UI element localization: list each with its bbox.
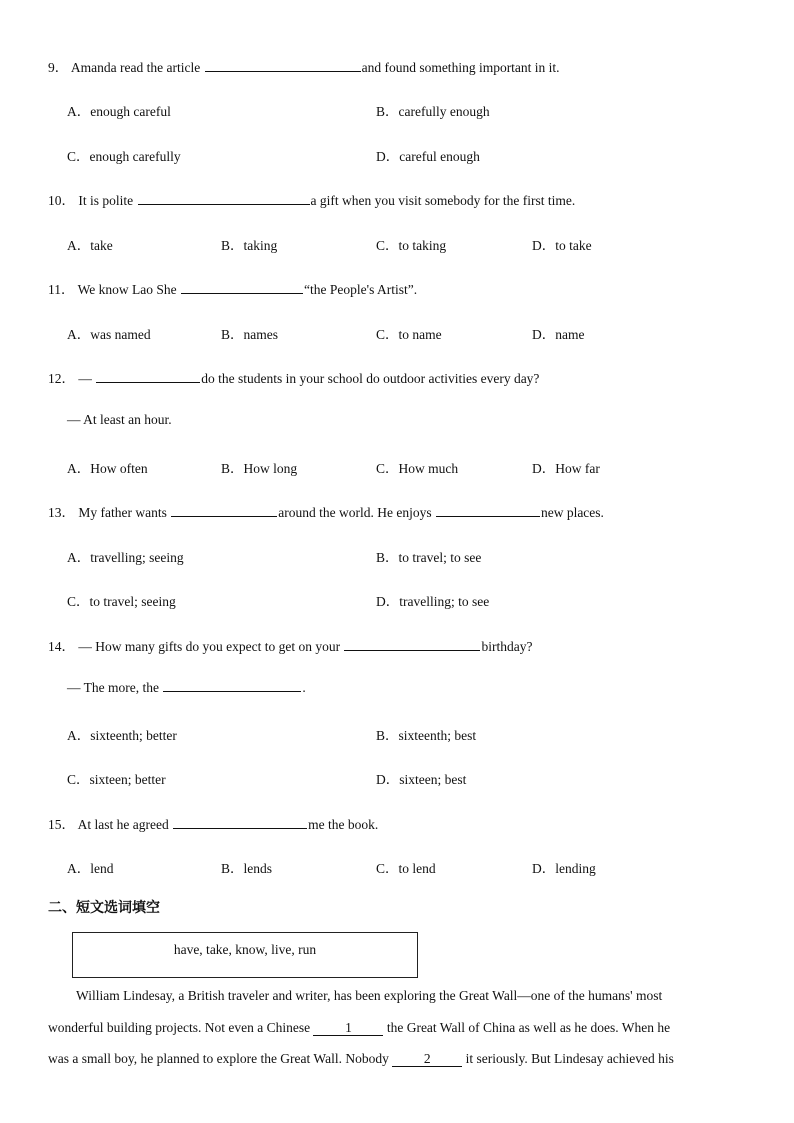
option-a[interactable]: A．travelling; seeing xyxy=(67,550,184,565)
question-text: At last he agreed xyxy=(77,817,169,832)
question-number: 10． xyxy=(48,193,75,208)
option-b[interactable]: B．taking xyxy=(221,238,278,253)
question-12 xyxy=(48,367,539,387)
passage-line xyxy=(48,1051,738,1067)
question-text: Amanda read the article xyxy=(70,60,201,75)
question-text: It is polite xyxy=(78,193,134,208)
option-b[interactable]: B．to travel; to see xyxy=(376,550,482,565)
question-text: and found something important in it. xyxy=(361,60,560,75)
option-a[interactable]: A．take xyxy=(67,238,113,253)
question-text: — How many gifts do you expect to get on your xyxy=(78,639,341,654)
answer-blank[interactable] xyxy=(96,370,200,383)
option-d[interactable]: D．travelling; to see xyxy=(376,594,490,609)
dialogue-end: . xyxy=(302,680,306,695)
answer-blank[interactable] xyxy=(171,504,277,517)
question-text: around the world. He enjoys xyxy=(278,505,432,520)
dialogue-answer xyxy=(67,679,306,696)
question-13 xyxy=(48,501,604,521)
option-d[interactable]: D．to take xyxy=(532,238,592,253)
question-text: “the People's Artist”. xyxy=(304,282,418,297)
option-c[interactable]: C．sixteen; better xyxy=(67,772,166,787)
option-c[interactable]: C．enough carefully xyxy=(67,149,181,164)
option-a[interactable]: A．lend xyxy=(67,861,114,876)
question-text: My father wants xyxy=(78,505,167,520)
option-c[interactable]: C．to travel; seeing xyxy=(67,594,176,609)
option-d[interactable]: D．lending xyxy=(532,861,596,876)
option-c[interactable]: C．How much xyxy=(376,461,459,476)
dialogue-answer: — At least an hour. xyxy=(67,412,172,427)
answer-blank[interactable] xyxy=(163,679,301,692)
option-b[interactable]: B．How long xyxy=(221,461,298,476)
answer-blank[interactable] xyxy=(173,816,307,829)
dialogue-text: — The more, the xyxy=(67,680,159,695)
passage-text: the Great Wall of China as well as he does. When he xyxy=(386,1020,671,1035)
word-bank-box xyxy=(72,932,418,978)
option-d[interactable]: D．careful enough xyxy=(376,149,480,164)
question-10 xyxy=(48,189,575,209)
question-11 xyxy=(48,278,417,298)
question-text: We know Lao She xyxy=(77,282,177,297)
passage-line xyxy=(48,1020,738,1036)
answer-blank[interactable] xyxy=(436,504,540,517)
option-c[interactable]: C．to name xyxy=(376,327,442,342)
passage-gap-1[interactable]: 1 xyxy=(313,1021,383,1036)
option-b[interactable]: B．names xyxy=(221,327,278,342)
answer-blank[interactable] xyxy=(138,192,310,205)
question-text: new places. xyxy=(540,505,604,520)
option-a[interactable]: A．How often xyxy=(67,461,148,476)
question-number: 9． xyxy=(48,60,69,75)
answer-blank[interactable] xyxy=(205,59,361,72)
question-number: 13． xyxy=(48,505,75,520)
passage-text: wonderful building projects. Not even a Chinese xyxy=(48,1020,311,1035)
passage-text: was a small boy, he planned to explore the Great Wall. Nobody xyxy=(48,1051,389,1066)
option-a[interactable]: A．sixteenth; better xyxy=(67,728,177,743)
question-number: 15． xyxy=(48,817,75,832)
option-d[interactable]: D．name xyxy=(532,327,585,342)
question-text: do the students in your school do outdoor activities every day? xyxy=(201,371,540,386)
option-d[interactable]: D．How far xyxy=(532,461,600,476)
passage-line: William Lindesay, a British traveler and writer, has been exploring the Great Wall—one of the humans' most xyxy=(76,988,663,1003)
question-text: me the book. xyxy=(308,817,379,832)
question-number: 14． xyxy=(48,639,75,654)
question-14 xyxy=(48,635,532,655)
option-b[interactable]: B．lends xyxy=(221,861,273,876)
option-a[interactable]: A．was named xyxy=(67,327,151,342)
option-b[interactable]: B．carefully enough xyxy=(376,104,490,119)
question-number: 12． xyxy=(48,371,75,386)
section-title: 二、短文选词填空 xyxy=(48,900,160,916)
question-9 xyxy=(48,56,560,76)
option-b[interactable]: B．sixteenth; best xyxy=(376,728,477,743)
question-text: — xyxy=(78,371,92,386)
option-a[interactable]: A．enough careful xyxy=(67,104,171,119)
option-d[interactable]: D．sixteen; best xyxy=(376,772,467,787)
option-c[interactable]: C．to lend xyxy=(376,861,436,876)
question-text: birthday? xyxy=(481,639,533,654)
option-c[interactable]: C．to taking xyxy=(376,238,447,253)
question-number: 11． xyxy=(48,282,75,297)
passage-gap-2[interactable]: 2 xyxy=(392,1052,462,1067)
answer-blank[interactable] xyxy=(181,281,303,294)
word-bank-list: have, take, know, live, run xyxy=(173,942,317,957)
question-15 xyxy=(48,813,378,833)
answer-blank[interactable] xyxy=(344,638,480,651)
question-text: a gift when you visit somebody for the first time. xyxy=(310,193,576,208)
passage-text: it seriously. But Lindesay achieved his xyxy=(465,1051,674,1066)
